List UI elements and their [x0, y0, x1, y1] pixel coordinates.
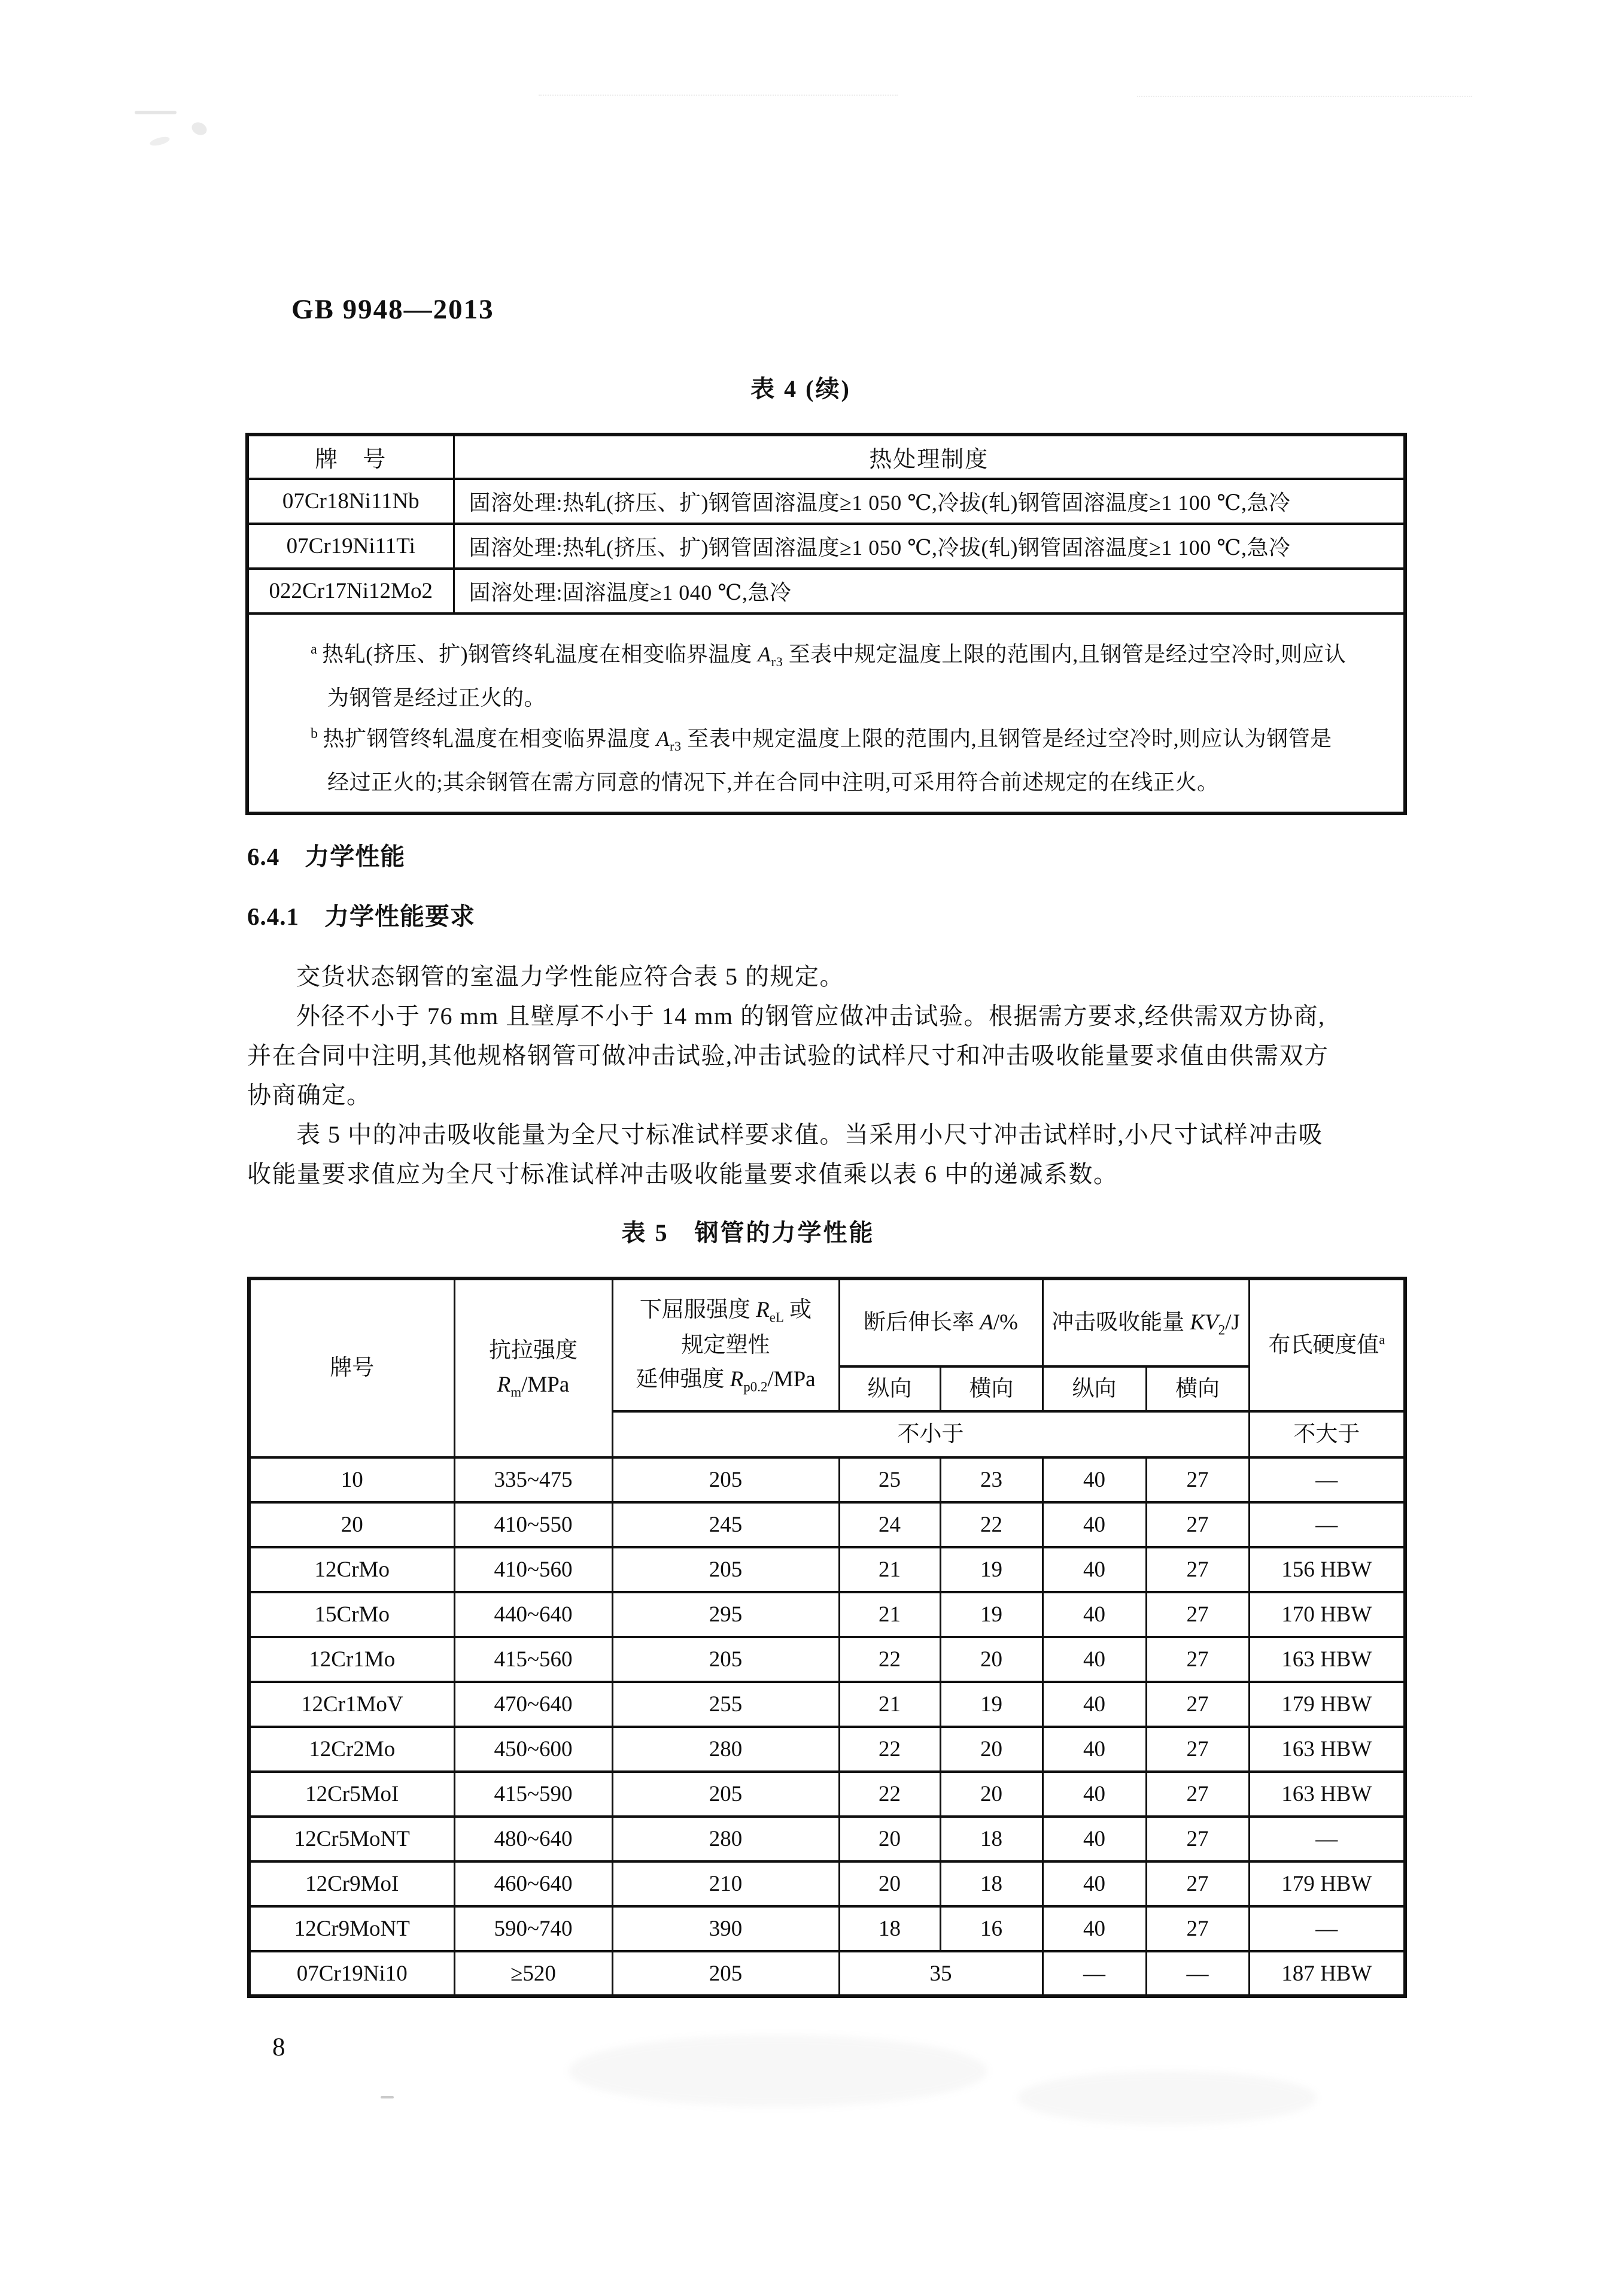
table-row — [249, 1457, 1405, 1502]
scan-noise — [149, 135, 171, 147]
table-cell: 18 — [839, 1906, 940, 1951]
table-cell: — — [1249, 1906, 1405, 1951]
table-cell: — — [1043, 1951, 1146, 1996]
table-cell: 255 — [612, 1682, 839, 1727]
table-cell: 410~560 — [454, 1547, 612, 1592]
table-cell: 179 HBW — [1249, 1682, 1405, 1727]
table-cell: 12Cr5MoI — [249, 1772, 454, 1817]
table-row — [249, 1637, 1405, 1682]
scan-noise — [1017, 2071, 1317, 2125]
table-cell: 280 — [612, 1817, 839, 1861]
table-cell: 205 — [612, 1457, 839, 1502]
table-cell: 295 — [612, 1592, 839, 1637]
table-cell: 19 — [940, 1682, 1043, 1727]
table5-header-impact: 冲击吸收能量 $KV_2/J$ — [1043, 1278, 1249, 1366]
table-row — [249, 1772, 1405, 1817]
table-cell: 27 — [1146, 1682, 1249, 1727]
table-cell: 18 — [940, 1861, 1043, 1906]
table-cell: 410~550 — [454, 1502, 612, 1547]
table-cell: 40 — [1043, 1861, 1146, 1906]
table-cell: 163 HBW — [1249, 1727, 1405, 1772]
table-row — [249, 1906, 1405, 1951]
page-number: 8 — [272, 2033, 285, 2061]
table-cell: ≥520 — [454, 1951, 612, 1996]
table-cell: 205 — [612, 1951, 839, 1996]
table-cell: 19 — [940, 1592, 1043, 1637]
table-cell: 21 — [839, 1592, 940, 1637]
footnote-b-marker: b — [311, 726, 318, 742]
table-cell: 450~600 — [454, 1727, 612, 1772]
table-cell: 40 — [1043, 1502, 1146, 1547]
table-cell: 21 — [839, 1682, 940, 1727]
table-cell: 12Cr9MoI — [249, 1861, 454, 1906]
table-cell: 27 — [1146, 1906, 1249, 1951]
scan-noise — [190, 120, 209, 137]
table-cell: 12Cr9MoNT — [249, 1906, 454, 1951]
grade-cell: 07Cr18Ni11Nb — [247, 479, 454, 524]
paragraph-line: 并在合同中注明,其他规格钢管可做冲击试验,冲击试验的试样尺寸和冲击吸收能量要求值由供需双方 — [247, 1042, 1329, 1069]
table-cell: 22 — [839, 1772, 940, 1817]
table-cell: 27 — [1146, 1637, 1249, 1682]
table-cell: 20 — [839, 1817, 940, 1861]
table-cell: 187 HBW — [1249, 1951, 1405, 1996]
table-cell: 25 — [839, 1457, 940, 1502]
table-cell: — — [1249, 1457, 1405, 1502]
table-cell: 245 — [612, 1502, 839, 1547]
table-cell: 27 — [1146, 1861, 1249, 1906]
table-cell: 35 — [839, 1951, 1043, 1996]
table5-caption: 表 5 钢管的力学性能 — [621, 1219, 875, 1246]
table4-header-row — [247, 435, 1405, 479]
table-cell: 390 — [612, 1906, 839, 1951]
table-cell: 415~590 — [454, 1772, 612, 1817]
table-cell: 27 — [1146, 1502, 1249, 1547]
table-cell: 23 — [940, 1457, 1043, 1502]
table-row — [249, 1592, 1405, 1637]
table-row — [249, 1817, 1405, 1861]
table-cell: 40 — [1043, 1817, 1146, 1861]
table-cell: 27 — [1146, 1727, 1249, 1772]
table-cell: — — [1249, 1817, 1405, 1861]
table-row — [249, 1727, 1405, 1772]
table5-header-hardness: 布氏硬度值$^a$ — [1249, 1278, 1405, 1411]
scan-noise — [1137, 96, 1472, 97]
table-cell: 07Cr19Ni10 — [249, 1951, 454, 1996]
table-cell: 205 — [612, 1772, 839, 1817]
table-cell: 440~640 — [454, 1592, 612, 1637]
footnote-a-text: 热轧(挤压、扩)钢管终轧温度在相变临界温度 $A_{r3}$ 至表中规定温度上限的范围内,且钢管是经过空冷时,则应认 — [322, 642, 1347, 670]
table4-footnote-row — [247, 614, 1405, 813]
table-cell: 20 — [839, 1861, 940, 1906]
table-cell: 22 — [839, 1637, 940, 1682]
table-cell: 22 — [839, 1727, 940, 1772]
footnote-a-line2: 为钢管是经过正火的。 — [327, 686, 546, 710]
paragraph-line: 收能量要求值应为全尺寸标准试样冲击吸收能量要求值乘以表 6 中的递减系数。 — [247, 1161, 1119, 1188]
treatment-cell: 固溶处理:热轧(挤压、扩)钢管固溶温度≥1 050 ℃,冷拔(轧)钢管固溶温度≥1 100 ℃,急冷 — [454, 524, 1405, 569]
table-cell: 16 — [940, 1906, 1043, 1951]
footnote-a-line1 — [250, 631, 1403, 680]
scan-noise — [135, 111, 177, 114]
table-cell: 280 — [612, 1727, 839, 1772]
table-cell: 460~640 — [454, 1861, 612, 1906]
table-cell: 40 — [1043, 1772, 1146, 1817]
table-cell: 24 — [839, 1502, 940, 1547]
table-cell: 205 — [612, 1547, 839, 1592]
table-cell: 335~475 — [454, 1457, 612, 1502]
table-row — [247, 569, 1405, 614]
scan-noise — [381, 2096, 394, 2098]
table-cell: 21 — [839, 1547, 940, 1592]
table-cell: 40 — [1043, 1457, 1146, 1502]
footnote-b-line1 — [250, 716, 1403, 764]
table-row — [249, 1502, 1405, 1547]
table-cell: 12Cr1Mo — [249, 1637, 454, 1682]
table-row — [249, 1547, 1405, 1592]
table-cell: 18 — [940, 1817, 1043, 1861]
table-cell: 40 — [1043, 1637, 1146, 1682]
table-cell: 27 — [1146, 1457, 1249, 1502]
table-cell: 10 — [249, 1457, 454, 1502]
table-row — [247, 524, 1405, 569]
table-cell: 163 HBW — [1249, 1637, 1405, 1682]
table-cell: 179 HBW — [1249, 1861, 1405, 1906]
table-cell: 210 — [612, 1861, 839, 1906]
table-row — [249, 1682, 1405, 1727]
grade-cell: 07Cr19Ni11Ti — [247, 524, 454, 569]
table-cell: — — [1249, 1502, 1405, 1547]
table-cell: 590~740 — [454, 1906, 612, 1951]
paragraph-line: 协商确定。 — [247, 1082, 372, 1108]
table-row — [249, 1861, 1405, 1906]
paragraph-line: 外径不小于 76 mm 且壁厚不小于 14 mm 的钢管应做冲击试验。根据需方要求,经供需双方协商, — [296, 1003, 1326, 1029]
table-cell: 27 — [1146, 1817, 1249, 1861]
table-cell: 480~640 — [454, 1817, 612, 1861]
scan-noise — [569, 2035, 987, 2107]
section-heading-6-4: 6.4 力学性能 — [247, 843, 406, 870]
footnote-a-marker: a — [311, 642, 318, 657]
grade-cell: 022Cr17Ni12Mo2 — [247, 569, 454, 614]
table5-header-elong-longitudinal: 纵向 — [839, 1366, 940, 1411]
table5-header-not-less-than: 不小于 — [612, 1411, 1249, 1457]
table-cell: 163 HBW — [1249, 1772, 1405, 1817]
table5-mechanical-properties — [247, 1277, 1407, 1998]
table-cell: 20 — [940, 1772, 1043, 1817]
scan-noise — [539, 95, 898, 96]
table-cell: 40 — [1043, 1682, 1146, 1727]
table4-footnotes — [247, 614, 1405, 813]
table-cell: — — [1146, 1951, 1249, 1996]
table-cell: 40 — [1043, 1727, 1146, 1772]
table-cell: 15CrMo — [249, 1592, 454, 1637]
table4-heat-treatment — [245, 433, 1407, 815]
table-cell: 22 — [940, 1502, 1043, 1547]
table4-header-grade: 牌 号 — [247, 435, 454, 479]
table-row — [247, 479, 1405, 524]
table-cell: 27 — [1146, 1772, 1249, 1817]
table5-header-row1 — [249, 1278, 1405, 1366]
table5-header-yield: 下屈服强度 $R_{eL}$ 或 规定塑性 延伸强度 $R_{p0.2}$/MPa — [612, 1278, 839, 1411]
table5-header-elong-transverse: 横向 — [940, 1366, 1043, 1411]
table4-header-treatment: 热处理制度 — [454, 435, 1405, 479]
table-cell: 415~560 — [454, 1637, 612, 1682]
table-row — [249, 1951, 1405, 1996]
table-cell: 12Cr1MoV — [249, 1682, 454, 1727]
table5-header-tensile: 抗拉强度 $R_m$/MPa — [454, 1278, 612, 1457]
table-cell: 40 — [1043, 1906, 1146, 1951]
table5-header-elongation: 断后伸长率 A/% — [839, 1278, 1043, 1366]
table-cell: 156 HBW — [1249, 1547, 1405, 1592]
table-cell: 205 — [612, 1637, 839, 1682]
table-cell: 12CrMo — [249, 1547, 454, 1592]
table-cell: 40 — [1043, 1592, 1146, 1637]
paragraph-line: 表 5 中的冲击吸收能量为全尺寸标准试样要求值。当采用小尺寸冲击试样时,小尺寸试样冲击吸 — [296, 1121, 1323, 1148]
footnote-b-line2: 经过正火的;其余钢管在需方同意的情况下,并在合同中注明,可采用符合前述规定的在线正火。 — [327, 770, 1219, 795]
treatment-cell: 固溶处理:固溶温度≥1 040 ℃,急冷 — [454, 569, 1405, 614]
footnote-b-text: 热扩钢管终轧温度在相变临界温度 $A_{r3}$ 至表中规定温度上限的范围内,且钢管是经过空冷时,则应认为钢管是 — [323, 727, 1332, 754]
standard-number: GB 9948—2013 — [291, 294, 494, 325]
table5-header-impact-longitudinal: 纵向 — [1043, 1366, 1146, 1411]
table-cell: 12Cr2Mo — [249, 1727, 454, 1772]
table-cell: 470~640 — [454, 1682, 612, 1727]
table5-header-grade: 牌号 — [249, 1278, 454, 1457]
table-cell: 20 — [940, 1637, 1043, 1682]
table5-header-impact-transverse: 横向 — [1146, 1366, 1249, 1411]
table-cell: 12Cr5MoNT — [249, 1817, 454, 1861]
paragraph-line: 交货状态钢管的室温力学性能应符合表 5 的规定。 — [296, 963, 844, 990]
table-cell: 40 — [1043, 1547, 1146, 1592]
treatment-cell: 固溶处理:热轧(挤压、扩)钢管固溶温度≥1 050 ℃,冷拔(轧)钢管固溶温度≥1 100 ℃,急冷 — [454, 479, 1405, 524]
table5-header-not-greater-than: 不大于 — [1249, 1411, 1405, 1457]
section-heading-6-4-1: 6.4.1 力学性能要求 — [247, 903, 475, 930]
table-cell: 27 — [1146, 1592, 1249, 1637]
table-cell: 20 — [249, 1502, 454, 1547]
table-cell: 27 — [1146, 1547, 1249, 1592]
table-cell: 170 HBW — [1249, 1592, 1405, 1637]
table-cell: 19 — [940, 1547, 1043, 1592]
table-cell: 20 — [940, 1727, 1043, 1772]
table4-caption: 表 4 (续) — [750, 375, 851, 402]
